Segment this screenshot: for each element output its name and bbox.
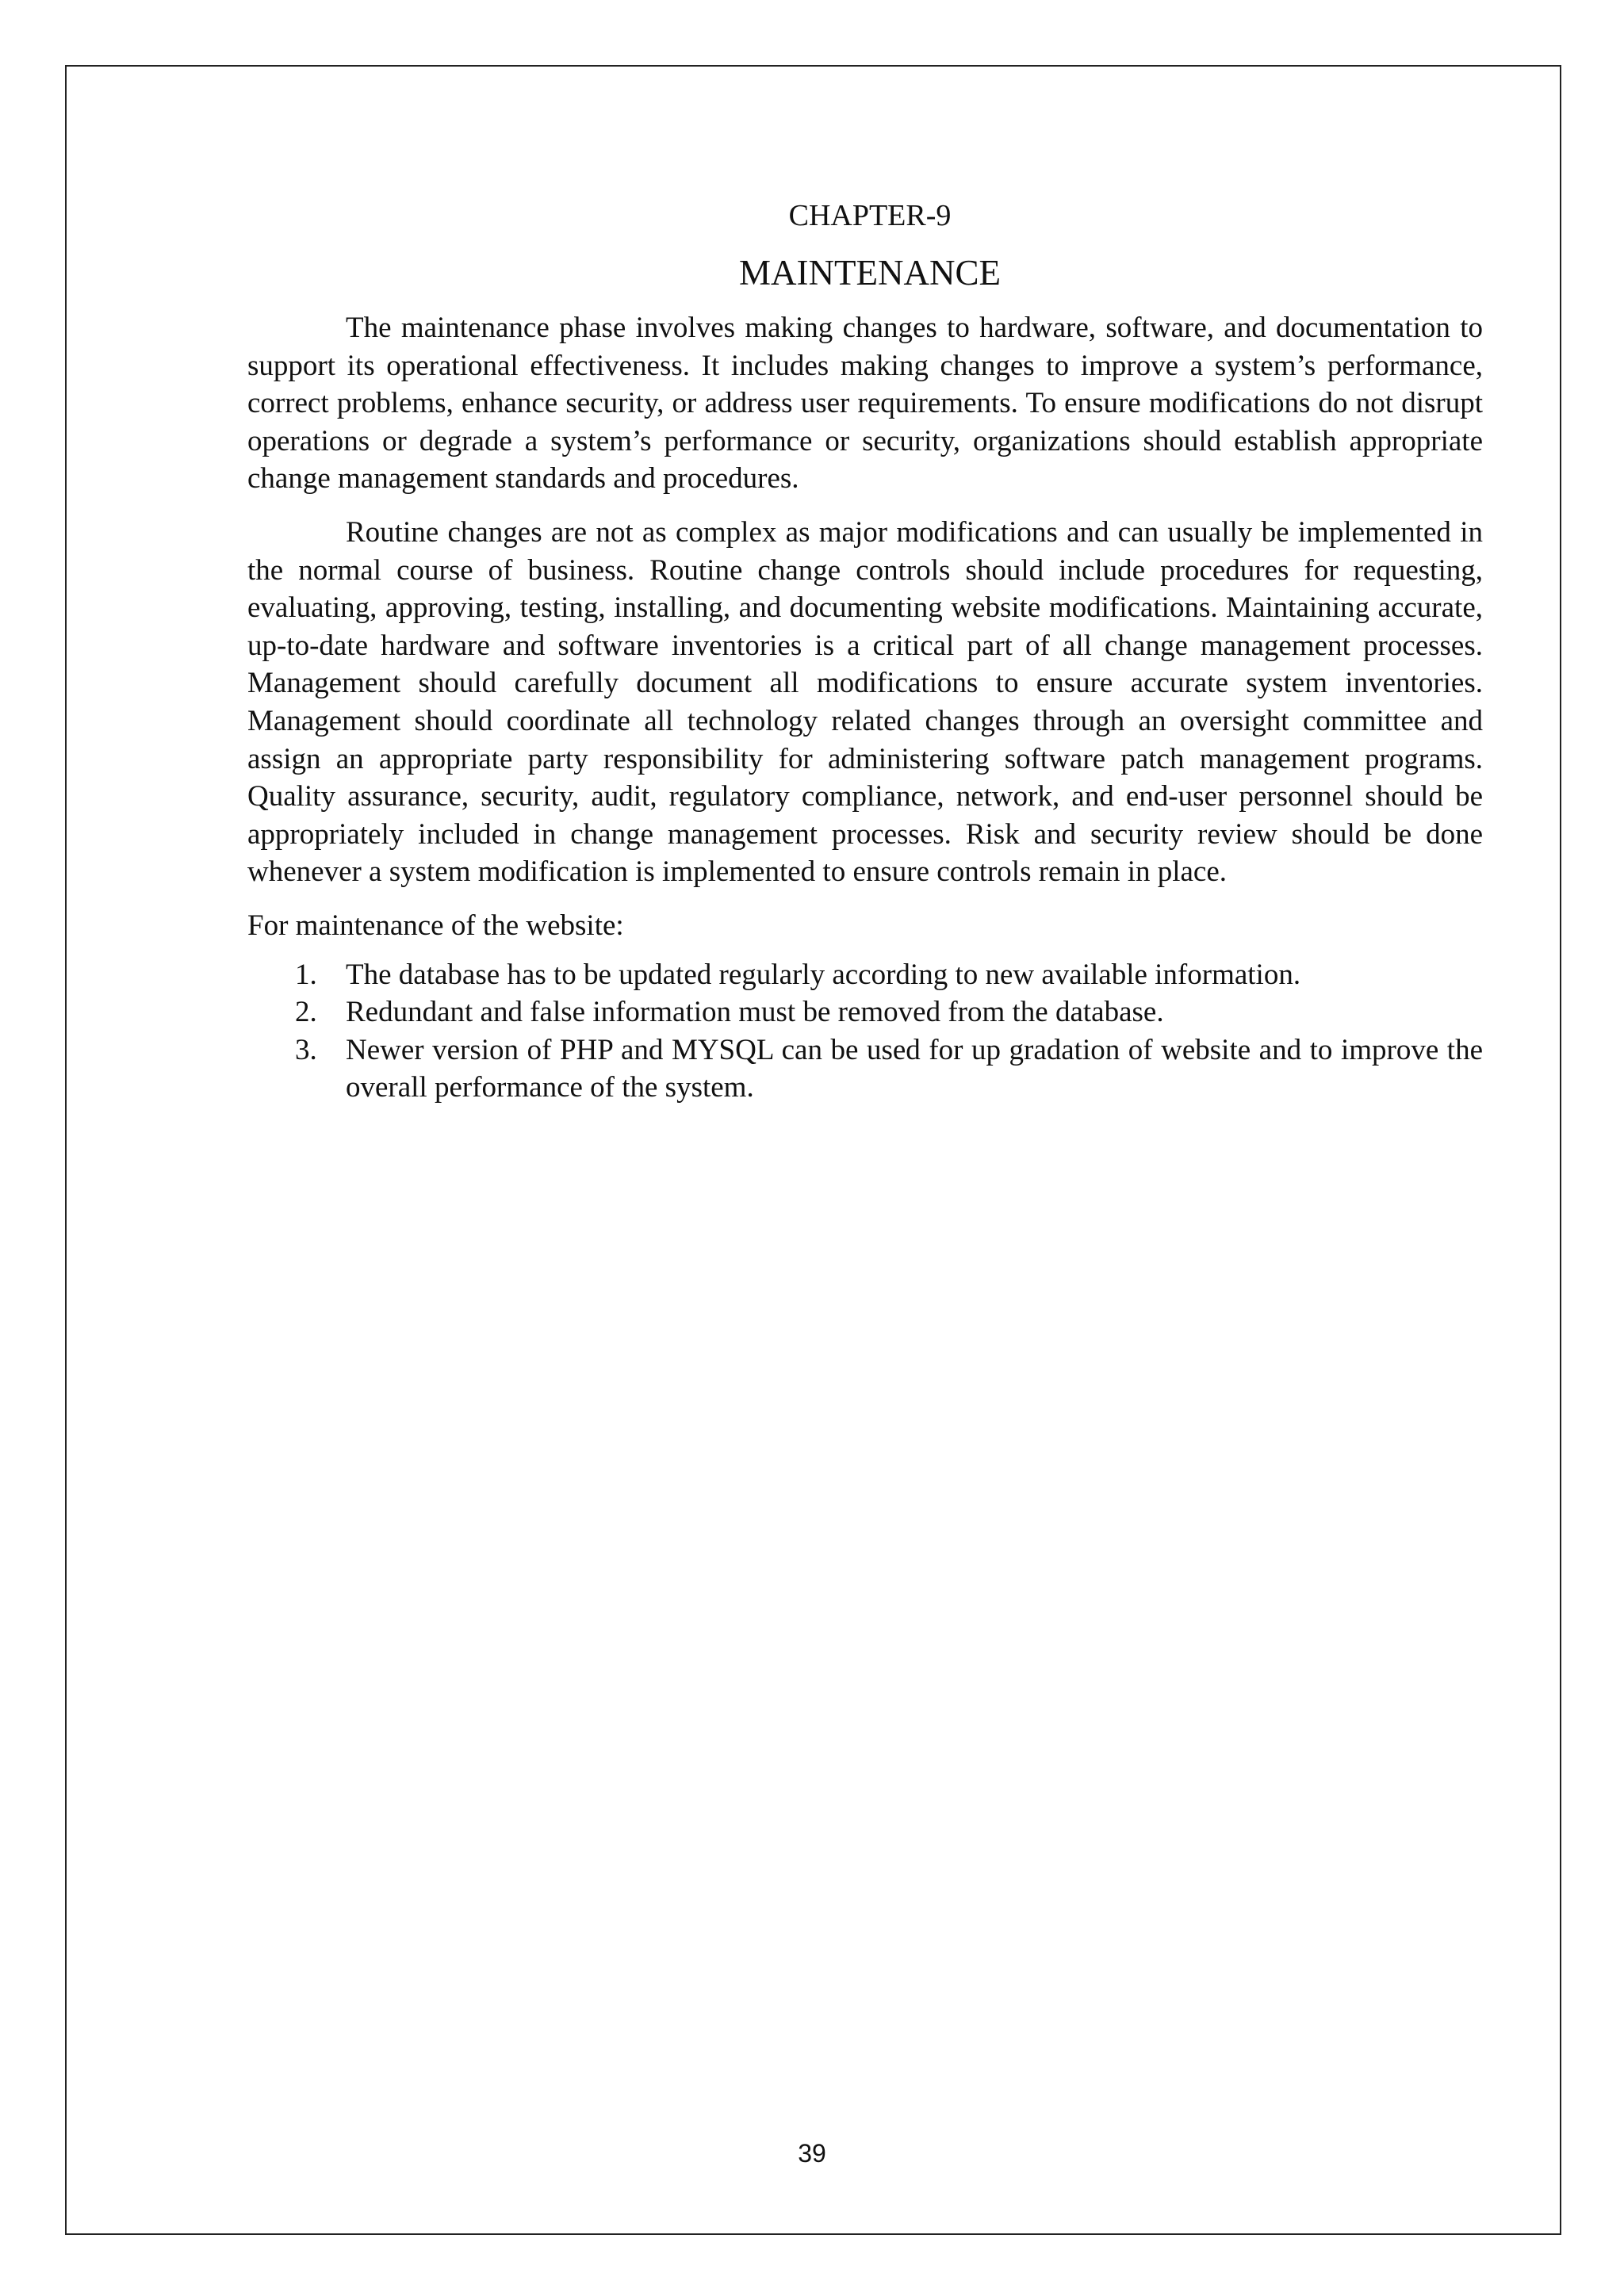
list-item	[247, 956, 1483, 994]
website-maintenance-intro: For maintenance of the website:	[247, 909, 624, 942]
chapter-title: MAINTENANCE	[739, 253, 1001, 293]
website-maintenance-list	[247, 956, 1483, 1107]
list-item-text: Redundant and false information must be removed from the database.	[346, 996, 1164, 1029]
list-item	[247, 1031, 1483, 1107]
list-item-number: 3.	[295, 1033, 317, 1066]
list-item-number: 1.	[295, 958, 317, 991]
page-content	[247, 193, 1483, 1107]
page-number: 39	[798, 2139, 826, 2168]
list-item-number: 2.	[295, 996, 317, 1029]
paragraph-routine-changes: Routine changes are not as complex as major modifications and can usually be implemented in the normal course of business. Routine change controls should include procedures for requesting, evaluating, approving, testing, installing, and documenting website modifications. Maintaining accurate, up-to-date hardware and software inventories is a critical part of all change management processes. Management should carefully document all modifications to ensure accurate system inventories. Management should coordinate all technology related changes through an oversight committee and assign an appropriate party responsibility for administering software patch management programs. Quality assurance, security, audit, regulatory compliance, network, and end-user personnel should be appropriately included in change management processes. Risk and security review should be done whenever a system modification is implemented to ensure controls remain in place.	[247, 515, 1483, 889]
paragraph-maintenance-phase: The maintenance phase involves making changes to hardware, software, and documentation to support its operational effectiveness. It includes making changes to improve a system’s performance, correct problems, enhance security, or address user requirements. To ensure modifications do not disrupt operations or degrade a system’s performance or security, organizations should establish appropriate change management standards and procedures.	[247, 312, 1483, 496]
list-item	[247, 993, 1483, 1031]
list-item-text: Newer version of PHP and MYSQL can be used for up gradation of website and to improve the overall performance of the system.	[346, 1033, 1483, 1104]
list-item-text: The database has to be updated regularly according to new available information.	[346, 958, 1301, 991]
chapter-label: CHAPTER-9	[788, 199, 952, 232]
